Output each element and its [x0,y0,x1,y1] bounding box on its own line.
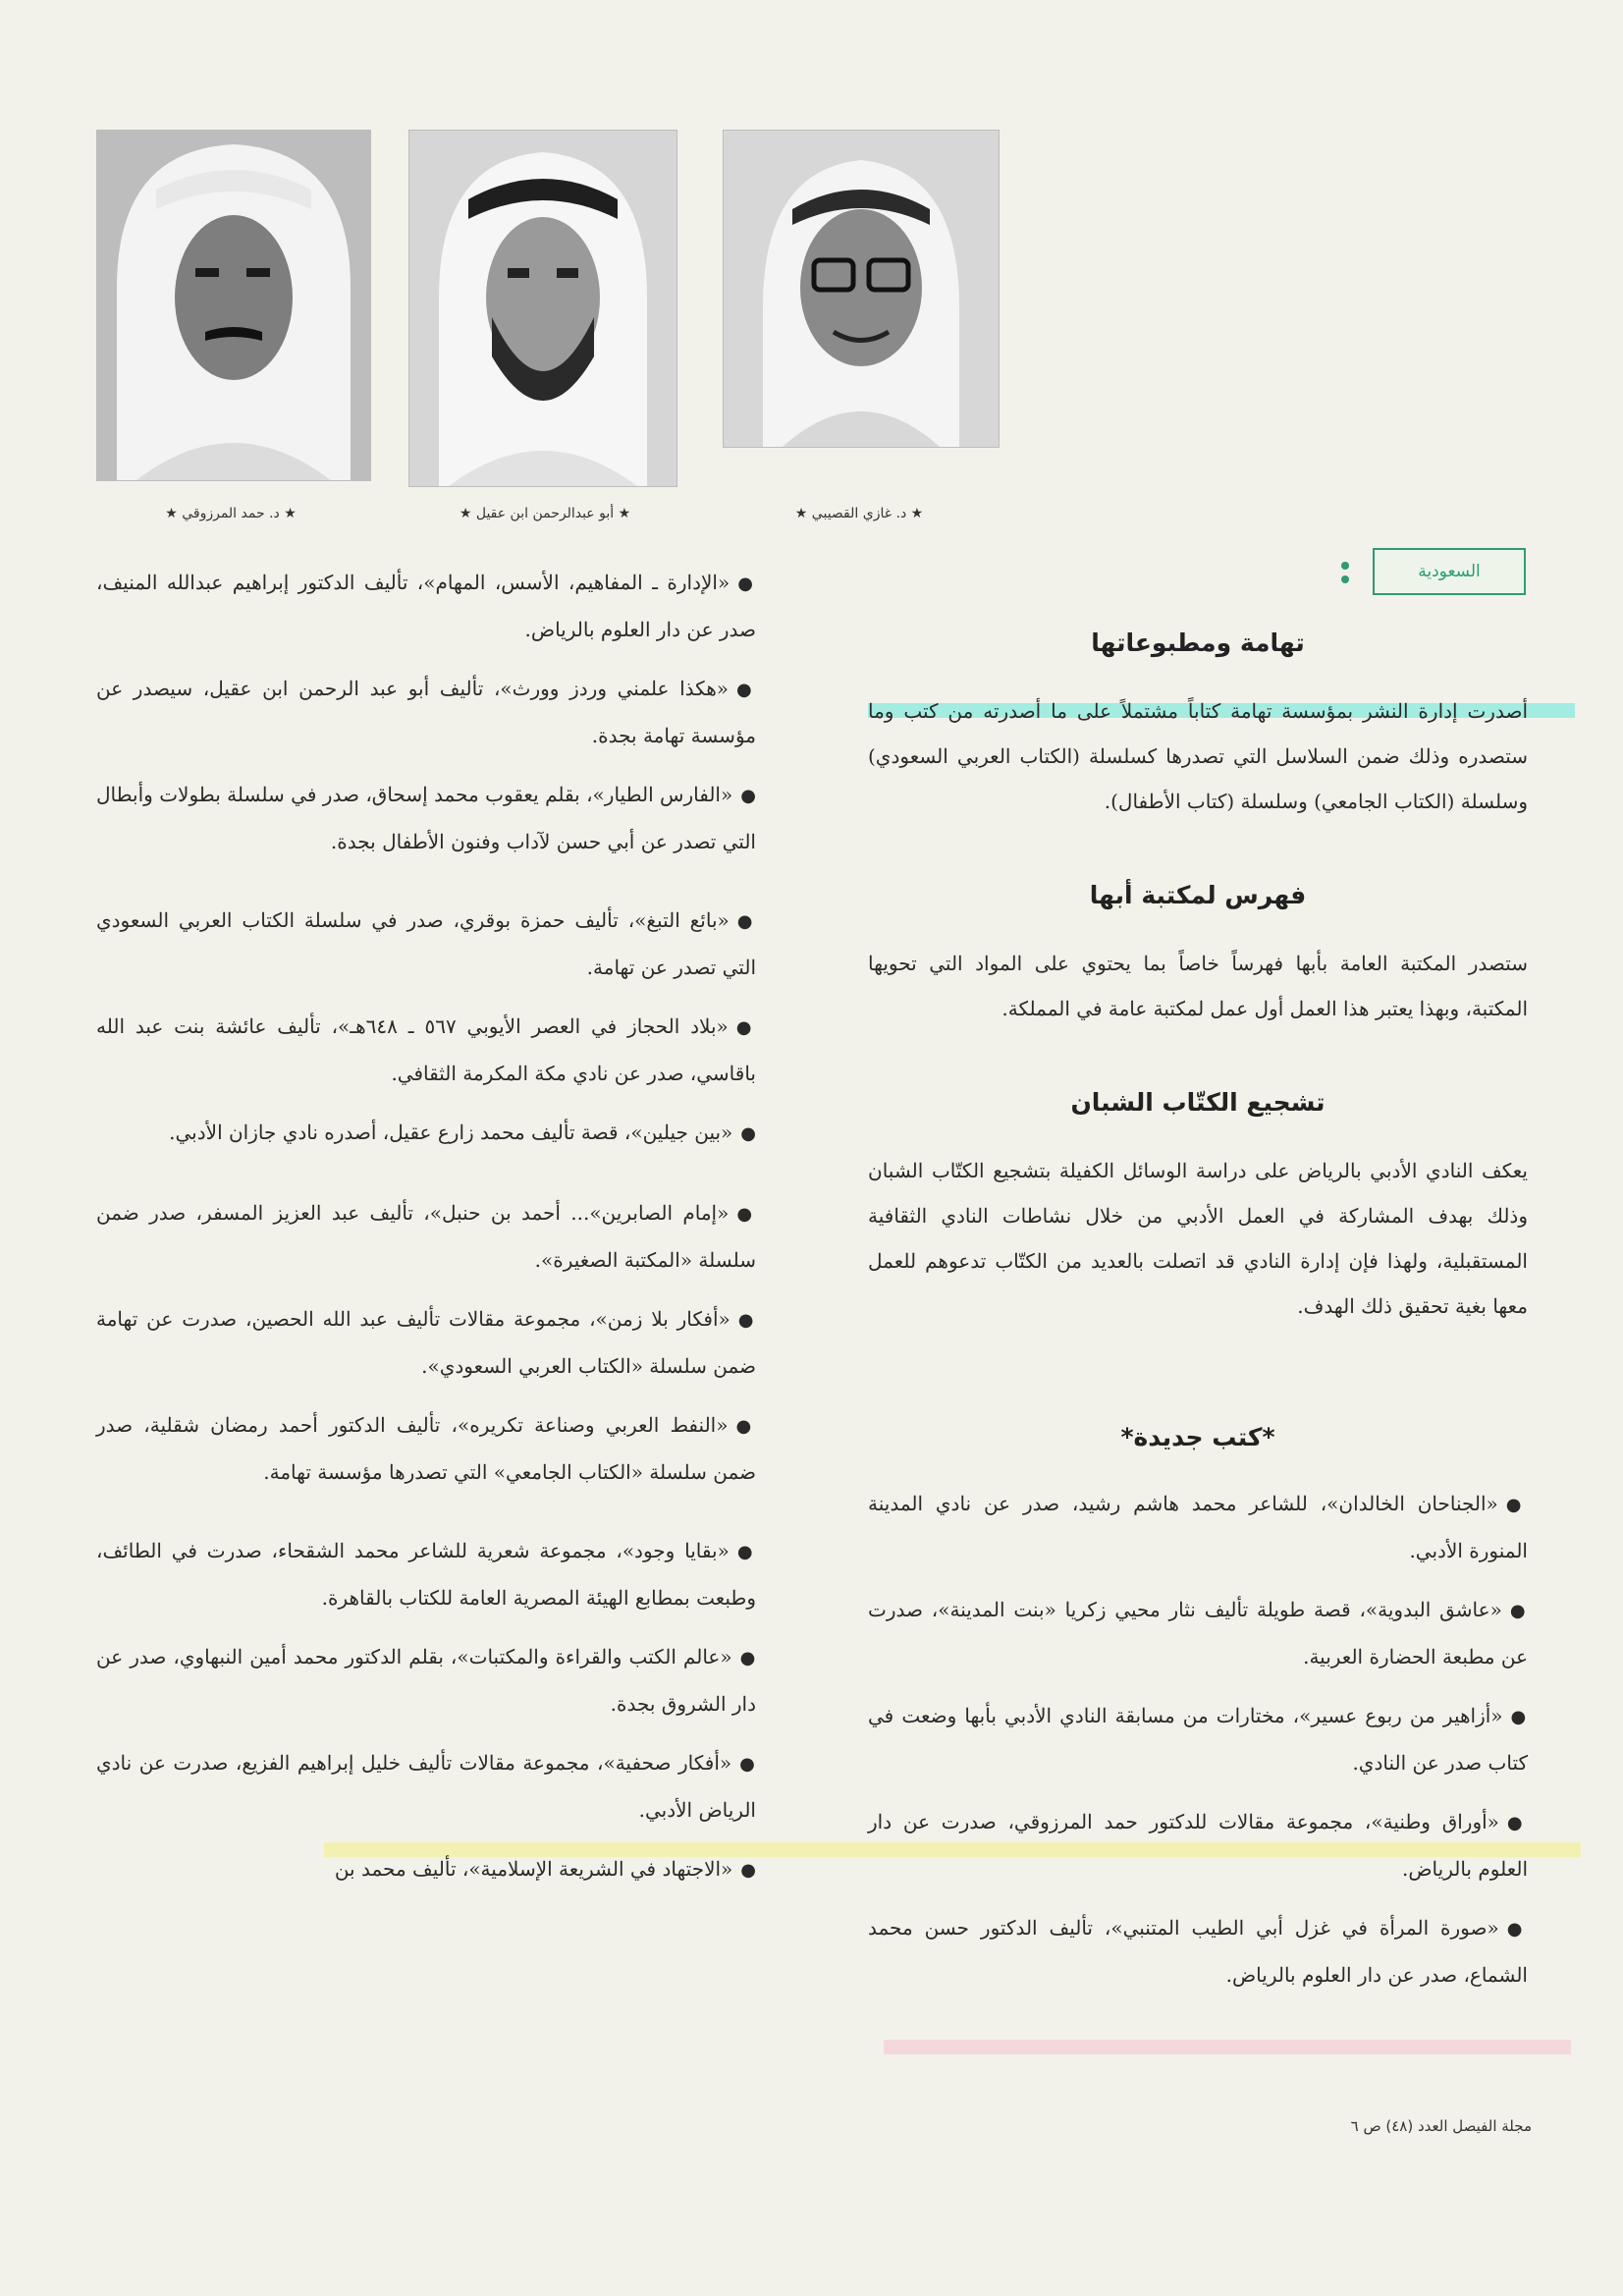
bullet-icon: ● [737,1310,756,1331]
section-label [1373,548,1526,595]
bullet-icon: ● [739,1754,756,1775]
photo-caption: ★ د. حمد المرزوقي ★ [165,506,297,521]
bullet-icon: ● [740,1123,756,1144]
article-text: يعكف النادي الأدبي بالرياض على دراسة الوسائل الكفيلة بتشجيع الكتّاب الشبان وذلك بهدف المشاركة في العمل الأدبي من خلال نشاطات النادي الثقافية المستقبلية، ولهذا فإن إدارة النادي قد اتصلت بالعديد من الكتّاب تدعوهم للعمل معها بغية تحقيق ذلك الهدف. [868,1159,1528,1318]
book-item: ●«أزاهير من ربوع عسير»، مختارات من مسابقة النادي الأدبي بأبها وضعت في كتاب صدر عن النادي. [868,1704,1528,1775]
book-item: ●«بقايا وجود»، مجموعة شعرية للشاعر محمد الشقحاء، صدرت في الطائف، وطبعت بمطابع الهيئة المصرية العامة للكتاب بالقاهرة. [96,1539,756,1610]
book-item: ●«أفكار صحفية»، مجموعة مقالات تأليف خليل إبراهيم الفزيع، صدرت عن نادي الرياض الأدبي. [96,1751,756,1822]
book-item: ●«عالم الكتب والقراءة والمكتبات»، بقلم الدكتور محمد أمين النبهاوي، صدر عن دار الشروق بجدة. [96,1645,756,1716]
book-item: ●«الاجتهاد في الشريعة الإسلامية»، تأليف محمد بن [334,1857,756,1881]
article-young-writers [868,1088,1528,1329]
bullet-icon: ● [1510,1707,1528,1727]
right-column [868,629,1528,2011]
new-books-heading: *كتب جديدة* [1120,1423,1275,1451]
book-item: ●«بلاد الحجاز في العصر الأيوبي ٥٦٧ ـ ٦٤٨هـ»، تأليف عائشة بنت عبد الله باقاسي، صدر عن نادي مكة المكرمة الثقافي. [96,1014,756,1085]
book-item: ●«عاشق البدوية»، قصة طويلة تأليف نثار محيي زكريا «بنت المدينة»، صدرت عن مطبعة الحضارة العربية. [868,1598,1528,1668]
bullet-icon: ● [1506,1813,1528,1833]
left-column [96,560,756,1907]
bullet-icon: ● [739,1648,756,1668]
book-item: ●«بائع التبغ»، تأليف حمزة بوقري، صدر في سلسلة الكتاب العربي السعودي التي تصدر عن تهامة. [96,908,756,979]
photo-caption: ★ أبو عبدالرحمن ابن عقيل ★ [459,506,631,521]
article-abha-index [868,881,1528,1031]
book-item: ●«هكذا علمني وردز وورث»، تأليف أبو عبد الرحمن ابن عقيل، سيصدر عن مؤسسة تهامة بجدة. [96,677,757,747]
book-item: ●«الفارس الطيار»، بقلم يعقوب محمد إسحاق، صدر في سلسلة بطولات وأبطال التي تصدر عن أبي حسن لآداب وفنون الأطفال بجدة. [96,783,756,853]
bullet-icon: ● [1509,1601,1528,1621]
bullet-icon: ● [740,1860,756,1881]
portrait-photo-hamad-almarzouqi [96,130,371,481]
book-item: ●«أفكار بلا زمن»، مجموعة مقالات تأليف عبد الله الحصين، صدرت عن تهامة ضمن سلسلة «الكتاب العربي السعودي». [96,1307,756,1378]
page-footer: مجلة الفيصل العدد (٤٨) ص ٦ [1350,2117,1532,2135]
section-dots-icon [1341,558,1355,589]
portrait-photo-ibn-aqil [408,130,677,487]
bullet-icon: ● [736,1542,756,1562]
book-item: ●«بين جيلين»، قصة تأليف محمد زارع عقيل، أصدره نادي جازان الأدبي. [169,1121,756,1144]
book-item: ●«الإدارة ـ المفاهيم، الأسس، المهام»، تأليف الدكتور إبراهيم عبدالله المنيف، صدر عن دار العلوم بالرياض. [96,571,756,641]
bullet-icon: ● [737,574,756,594]
article-tihama [868,629,1528,824]
book-item: ●«أوراق وطنية»، مجموعة مقالات للدكتور حمد المرزوقي، صدرت عن دار العلوم بالرياض. [868,1810,1528,1881]
book-item: ●«إمام الصابرين»... أحمد بن حنبل»، تأليف عبد العزيز المسفر، صدر ضمن سلسلة «المكتبة الصغيرة». [96,1201,756,1272]
bullet-icon: ● [736,911,756,932]
bullet-icon: ● [735,1416,756,1437]
bullet-icon: ● [1505,1495,1528,1515]
article-text: أصدرت إدارة النشر بمؤسسة تهامة كتاباً مشتملاً على ما أصدرته من كتب وما ستصدره وذلك ضمن السلاسل التي تصدرها كسلسلة (الكتاب العربي السعودي) وسلسلة (الكتاب الجامعي) وسلسلة (كتاب الأطفال). [868,699,1528,813]
book-item: ●«النفط العربي وصناعة تكريره»، تأليف الدكتور أحمد رمضان شقلية، صدر ضمن سلسلة «الكتاب الجامعي» التي تصدرها مؤسسة تهامة. [96,1413,756,1484]
bullet-icon: ● [736,1204,756,1225]
bullet-icon: ● [740,786,756,806]
portrait-photo-ghazi-algosaibi [723,130,1000,448]
bullet-icon: ● [1506,1919,1528,1940]
book-item: ●«صورة المرأة في غزل أبي الطيب المتنبي»، تأليف الدكتور حسن محمد الشماع، صدر عن دار العلوم بالرياض. [868,1916,1528,1987]
article-heading: تشجيع الكتّاب الشبان [1070,1088,1325,1117]
article-text: ستصدر المكتبة العامة بأبها فهرساً خاصاً بما يحتوي على المواد التي تحويها المكتبة، وبهذا يعتبر هذا العمل أول عمل لمكتبة عامة في المملكة. [868,952,1528,1020]
article-heading: تهامة ومطبوعاتها [1091,629,1305,657]
article-heading: فهرس لمكتبة أبها [1089,881,1307,909]
bullet-icon: ● [735,1017,756,1038]
book-item: ●«الجناحان الخالدان»، للشاعر محمد هاشم رشيد، صدر عن نادي المدينة المنورة الأدبي. [868,1492,1528,1562]
bullet-icon: ● [736,680,757,700]
photo-caption: ★ د. غازي القصيبي ★ [794,506,924,521]
highlight-mark [884,2040,1571,2054]
section-label-text: السعودية [1418,562,1481,581]
